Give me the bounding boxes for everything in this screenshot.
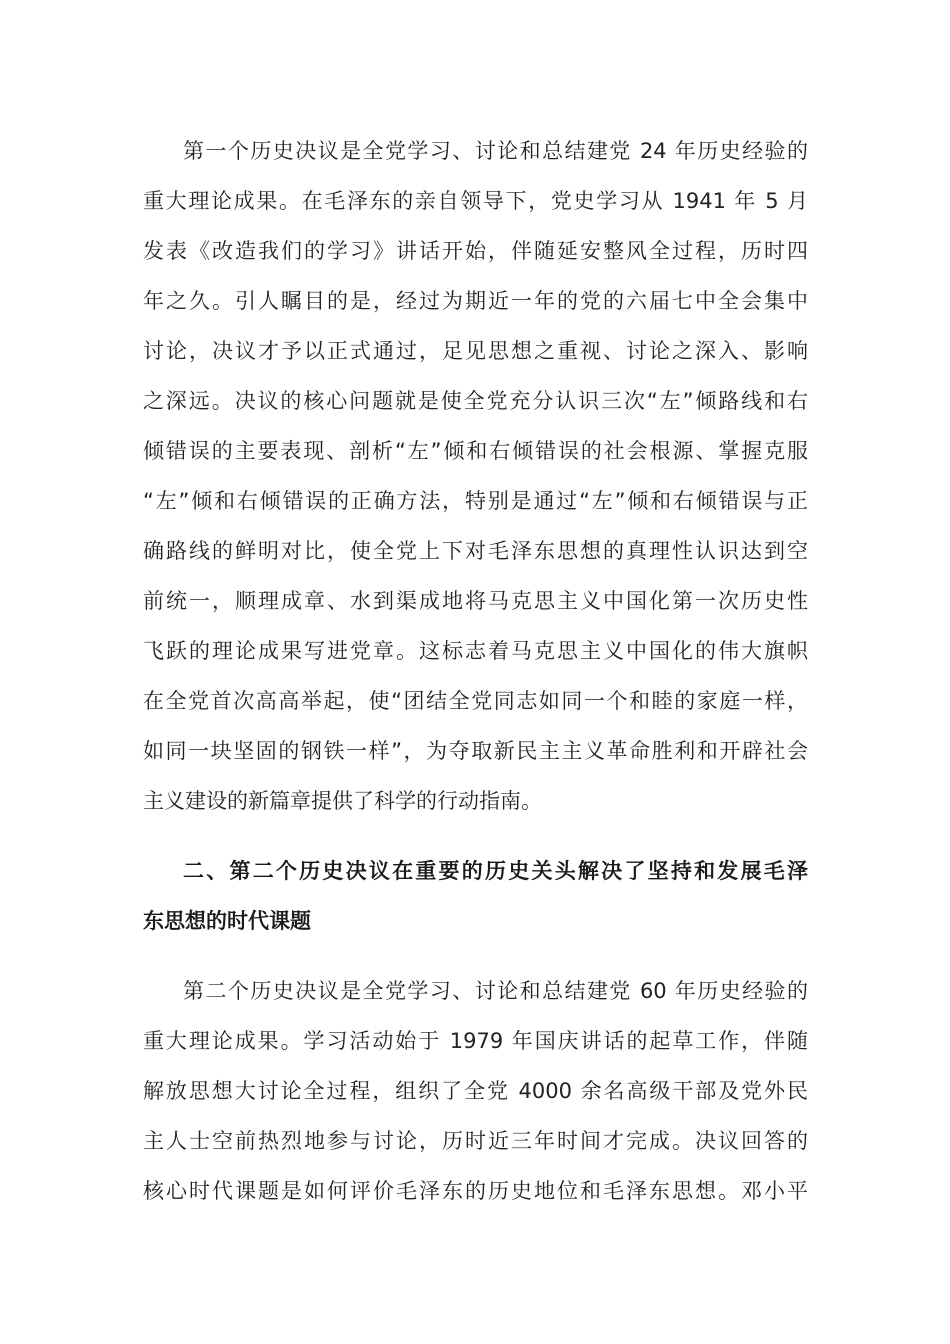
paragraph-1-line-10: 前统一，顺理成章、水到渠成地将马克思主义中国化第一次历史性 — [143, 589, 808, 613]
paragraph-1-line-3: 发表《改造我们的学习》讲话开始，伴随延安整风全过程，历时四 — [143, 239, 808, 263]
paragraph-2-line-5: 核心时代课题是如何评价毛泽东的历史地位和毛泽东思想。邓小平 — [143, 1179, 808, 1203]
paragraph-1-line-1: 第一个历史决议是全党学习、讨论和总结建党 24 年历史经验的 — [183, 139, 808, 163]
paragraph-1-line-14: 主义建设的新篇章提供了科学的行动指南。 — [143, 789, 542, 813]
paragraph-2-line-2: 重大理论成果。学习活动始于 1979 年国庆讲话的起草工作，伴随 — [143, 1029, 808, 1053]
paragraph-1-line-6: 之深远。决议的核心问题就是使全党充分认识三次“左”倾路线和右 — [143, 389, 808, 413]
paragraph-1-line-11: 飞跃的理论成果写进党章。这标志着马克思主义中国化的伟大旗帜 — [143, 639, 808, 663]
paragraph-1-line-13: 如同一块坚固的钢铁一样”，为夺取新民主主义革命胜利和开辟社会 — [143, 739, 808, 763]
paragraph-1-line-9: 确路线的鲜明对比，使全党上下对毛泽东思想的真理性认识达到空 — [143, 539, 808, 563]
paragraph-1-line-8: “左”倾和右倾错误的正确方法，特别是通过“左”倾和右倾错误与正 — [143, 489, 808, 513]
paragraph-2-line-3: 解放思想大讨论全过程，组织了全党 4000 余名高级干部及党外民 — [143, 1079, 808, 1103]
paragraph-2-line-4: 主人士空前热烈地参与讨论，历时近三年时间才完成。决议回答的 — [143, 1129, 808, 1153]
paragraph-1-line-12: 在全党首次高高举起，使“团结全党同志如同一个和睦的家庭一样， — [143, 689, 808, 713]
paragraph-1-line-2: 重大理论成果。在毛泽东的亲自领导下，党史学习从 1941 年 5 月 — [143, 189, 808, 213]
section-heading-line-2: 东思想的时代课题 — [143, 909, 311, 933]
paragraph-1-line-7: 倾错误的主要表现、剖析“左”倾和右倾错误的社会根源、掌握克服 — [143, 439, 808, 463]
paragraph-1-line-5: 讨论，决议才予以正式通过，足见思想之重视、讨论之深入、影响 — [143, 339, 808, 363]
paragraph-1-line-4: 年之久。引人瞩目的是，经过为期近一年的党的六届七中全会集中 — [143, 289, 808, 313]
section-heading-line-1: 二、第二个历史决议在重要的历史关头解决了坚持和发展毛泽 — [183, 859, 808, 883]
paragraph-2-line-1: 第二个历史决议是全党学习、讨论和总结建党 60 年历史经验的 — [183, 979, 808, 1003]
